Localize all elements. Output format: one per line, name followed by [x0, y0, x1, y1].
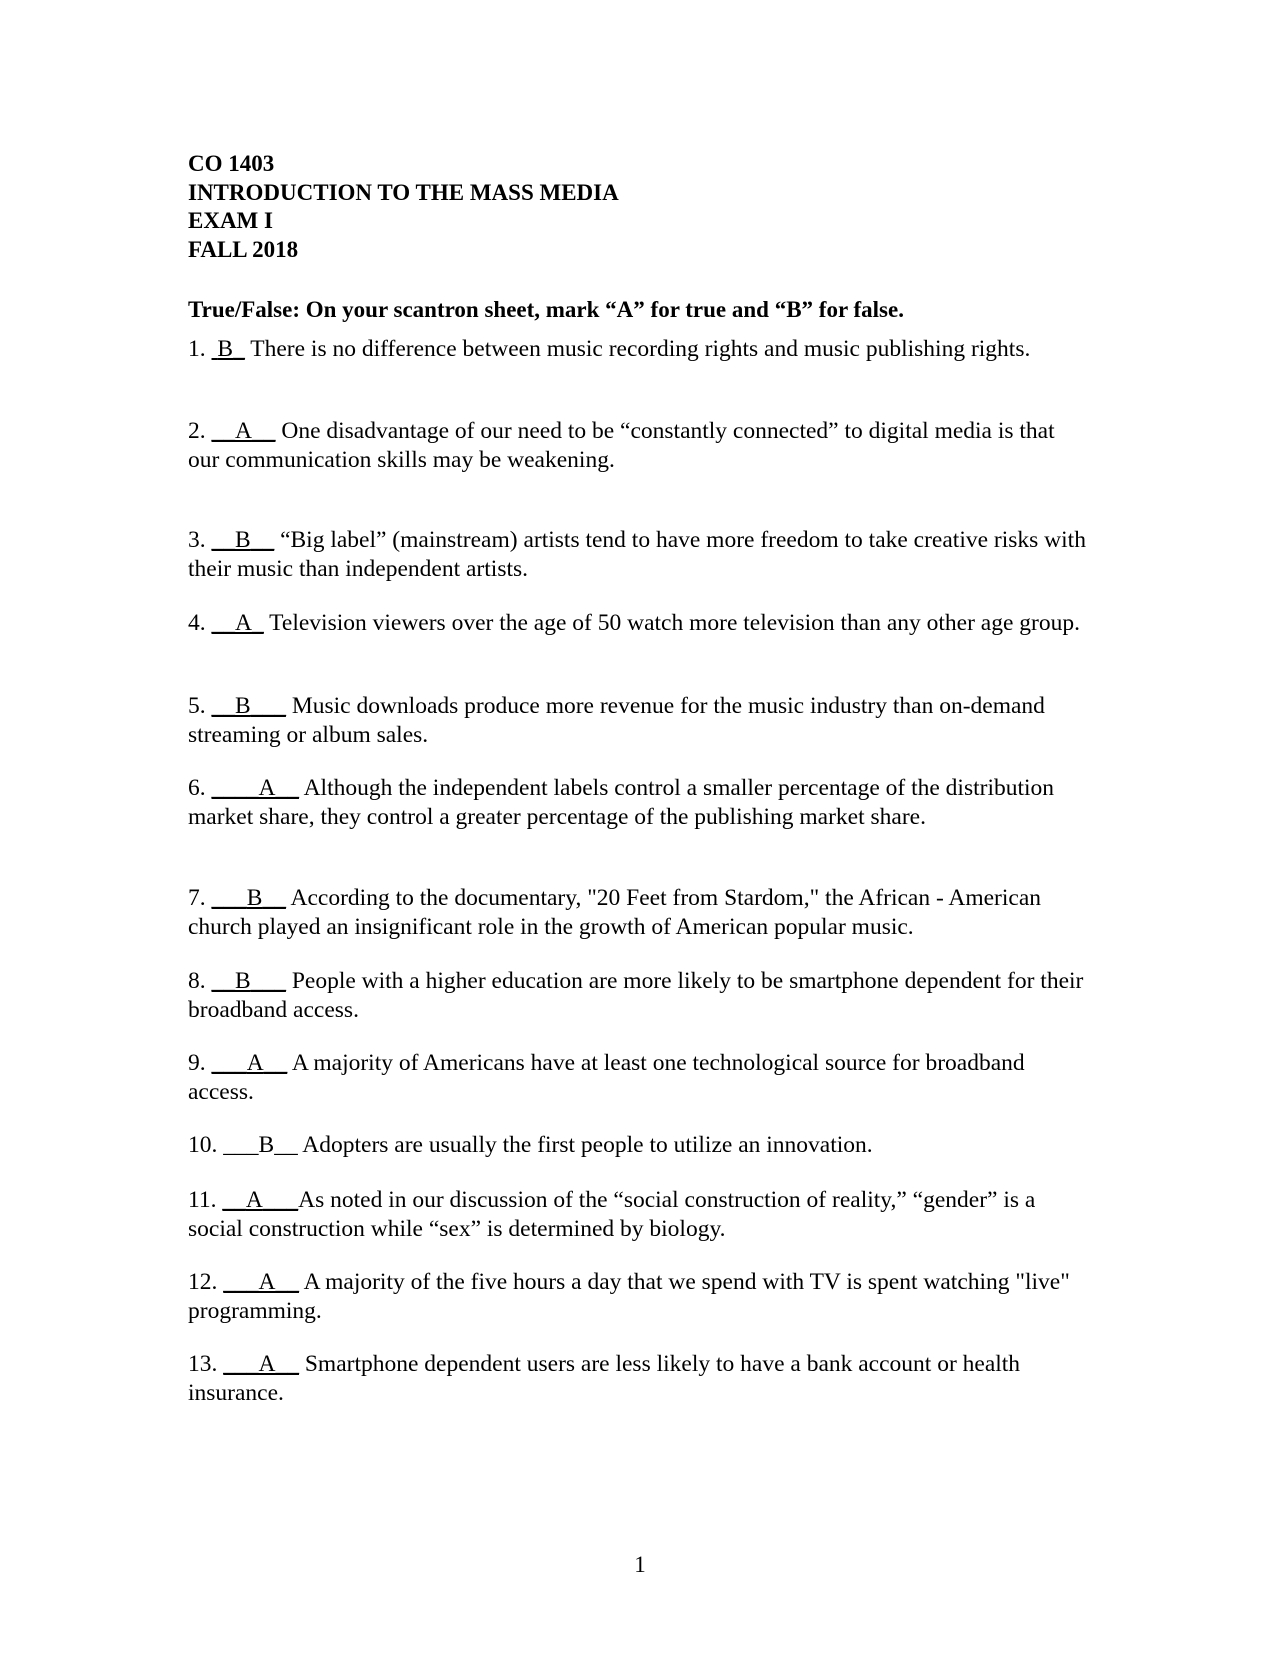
question-number: 3. — [188, 527, 212, 553]
question-text: Adopters are usually the first people to utilize an innovation. — [297, 1132, 873, 1158]
answer-blank-post: ___ — [262, 1187, 299, 1213]
question-6 — [188, 774, 1088, 832]
question-text: One disadvantage of our need to be “constantly connected” to digital media is that our communication skills may be weakening. — [188, 418, 1055, 473]
question-text: Smartphone dependent users are less likely to have a bank account or health insurance. — [188, 1351, 1021, 1406]
instruction-text: True/False: On your scantron sheet, mark “A” for true and “B” for false. — [188, 297, 904, 322]
answer-blank-pre: ___ — [211, 885, 247, 911]
course-title: INTRODUCTION TO THE MASS MEDIA — [188, 179, 619, 205]
question-text: According to the documentary, "20 Feet from Stardom," the African - American church played an insignificant role in the growth of American popular music. — [188, 885, 1042, 940]
answer-blank-pre: __ — [211, 527, 235, 553]
question-number: 6. — [188, 775, 212, 801]
question-5 — [188, 692, 1088, 750]
course-code: CO 1403 — [188, 151, 275, 176]
answer-letter: A — [258, 1351, 276, 1377]
answer-letter: B — [217, 336, 234, 362]
answer-blank-post: _ — [251, 610, 264, 636]
question-number: 8. — [188, 968, 212, 994]
question-text: People with a higher education are more likely to be smartphone dependent for their broadband access. — [188, 968, 1084, 1023]
answer-blank-pre: ___ — [223, 1351, 259, 1377]
answer-blank-pre: __ — [211, 418, 235, 444]
answer-letter: A — [235, 610, 252, 636]
question-number: 13. — [188, 1351, 224, 1377]
question-12 — [188, 1268, 1088, 1326]
question-text: There is no difference between music recording rights and music publishing rights. — [244, 336, 1031, 362]
answer-blank-post: __ — [274, 1132, 298, 1158]
answer-blank-pre: ___ — [211, 1050, 247, 1076]
question-8 — [188, 967, 1088, 1025]
page-number: 1 — [634, 1552, 646, 1577]
question-4 — [188, 609, 1088, 638]
answer-blank-pre: __ — [211, 693, 235, 719]
question-number: 2. — [188, 418, 212, 444]
answer-blank-post: __ — [262, 885, 286, 911]
question-text: Although the independent labels control a smaller percentage of the distribution market share, they control a greater percentage of the publishing market share. — [188, 775, 1055, 830]
answer-blank-pre: __ — [211, 968, 235, 994]
answer-blank-post: _ — [233, 336, 245, 362]
answer-letter: B — [235, 693, 251, 719]
question-text: Music downloads produce more revenue for the music industry than on-demand streaming or album sales. — [188, 693, 1045, 748]
answer-letter: B — [235, 527, 251, 553]
answer-letter: B — [258, 1132, 275, 1158]
question-number: 1. — [188, 336, 212, 362]
question-13 — [188, 1350, 1088, 1408]
question-7 — [188, 884, 1088, 942]
question-number: 11. — [188, 1187, 223, 1213]
answer-letter: A — [235, 418, 252, 444]
answer-blank-post: __ — [275, 1351, 299, 1377]
question-text: “Big label” (mainstream) artists tend to have more freedom to take creative risks with their music than independent artists. — [188, 527, 1086, 582]
answer-letter: A — [246, 1050, 264, 1076]
question-text: A majority of Americans have at least one technological source for broadband access. — [188, 1050, 1025, 1105]
answer-blank-post: __ — [263, 1050, 288, 1076]
answer-blank-pre: __ — [211, 610, 235, 636]
answer-letter: A — [258, 775, 276, 801]
answer-blank-post: ___ — [250, 693, 286, 719]
answer-letter: B — [246, 885, 263, 911]
question-11 — [188, 1186, 1088, 1244]
answer-blank-post: __ — [250, 527, 275, 553]
answer-blank-pre: ____ — [211, 775, 259, 801]
question-10 — [188, 1131, 1088, 1160]
question-number: 12. — [188, 1269, 224, 1295]
question-number: 5. — [188, 693, 212, 719]
answer-blank-pre: ___ — [223, 1269, 259, 1295]
answer-blank-post: ___ — [250, 968, 286, 994]
answer-blank-pre: __ — [222, 1187, 246, 1213]
answer-letter: A — [258, 1269, 276, 1295]
question-9 — [188, 1049, 1088, 1107]
answer-blank-pre: ___ — [223, 1132, 259, 1158]
question-3 — [188, 526, 1088, 584]
question-number: 10. — [188, 1132, 224, 1158]
question-number: 4. — [188, 610, 212, 636]
answer-blank-post: __ — [275, 1269, 299, 1295]
question-text: As noted in our discussion of the “social construction of reality,” “gender” is a social construction while “sex” is determined by biology. — [188, 1187, 1036, 1242]
answer-letter: B — [235, 968, 251, 994]
exam-header — [188, 150, 619, 264]
exam-name: EXAM I — [188, 208, 273, 233]
question-text: Television viewers over the age of 50 watch more television than any other age group. — [263, 610, 1080, 636]
exam-term: FALL 2018 — [188, 236, 299, 262]
answer-blank-post: __ — [275, 775, 299, 801]
question-2 — [188, 417, 1088, 475]
question-1 — [188, 335, 1088, 364]
answer-letter: A — [245, 1187, 263, 1213]
question-number: 7. — [188, 885, 212, 911]
question-text: A majority of the five hours a day that we spend with TV is spent watching "live" programming. — [188, 1269, 1070, 1324]
question-number: 9. — [188, 1050, 212, 1076]
answer-blank-post: __ — [251, 418, 276, 444]
